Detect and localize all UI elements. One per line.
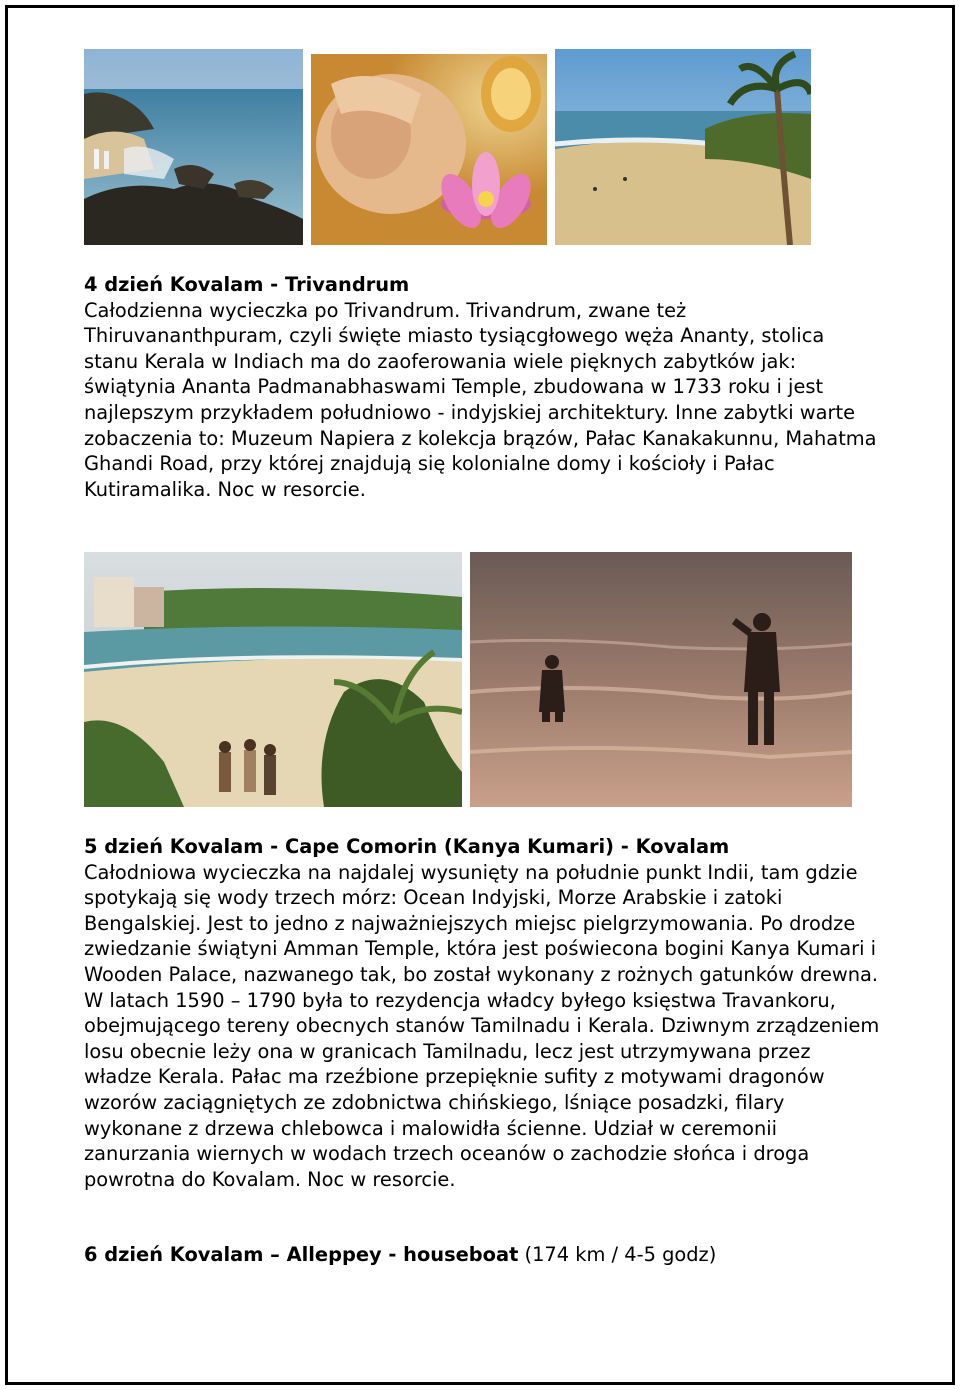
day5-section [84,834,884,1192]
day5-body: Całodniowa wycieczka na najdalej wysunięty na południe punkt Indii, tam gdzie spotykają się wody trzech mórz: Ocean Indyjski, Morze Arabskie i zatoki Bengalskiej. Jest to jedno z najważniejszych miejsc pielgrzymowania. Po drodze zwiedzanie świątyni Amman Temple, która jest poświecona bogini Kanya Kumari i Wooden Palace, nazwanego tak, bo został wykonany z rożnych gatunków drewna. W latach 1590 – 1790 była to rezydencja władcy byłego księstwa Travankoru, obejmującego tereny obecnych stanów Tamilnadu i Kerala. Dziwnym zrządzeniem losu obecnie leży ona w granicach Tamilnadu, lecz jest utrzymywana przez władze Kerala. Pałac ma rzeźbione przepięknie sufity z motywami dragonów wzorów zaciągniętych ze zdobnictwa chińskiego, lśniące posadzki, filary wykonane z drzewa chlebowca i malowidła ścienne. Udział w ceremonii zanurzania wiernych w wodach trzech oceanów o zachodzie słońca i droga powrotna do Kovalam. Noc w resorcie. [84,860,880,1191]
massage-lotus-photo [311,54,547,245]
coast-rocks-photo [84,49,303,245]
day4-heading: 4 dzień Kovalam - Trivandrum [84,273,410,296]
palm-beach-photo [555,49,811,245]
day6-heading: 6 dzień Kovalam – Alleppey - houseboat [84,1243,519,1266]
day6-detail: (174 km / 4-5 godz) [518,1243,717,1266]
day5-heading: 5 dzień Kovalam - Cape Comorin (Kanya Kumari) - Kovalam [84,835,730,858]
day4-section [84,272,884,502]
kovalam-beach-photo [84,552,462,807]
day6-section [84,1242,884,1268]
day4-body: Całodzienna wycieczka po Trivandrum. Trivandrum, zwane też Thiruvananthpuram, czyli święte miasto tysiącgłowego węża Ananty, stolica stanu Kerala w Indiach ma do zaoferowania wiele pięknych zabytków jak: świątynia Ananta Padmanabhaswami Temple, zbudowana w 1733 roku i jest najlepszym przykładem południowo - indyjskiej architektury. Inne zabytki warte zobaczenia to: Muzeum Napiera z kolekcja brązów, Pałac Kanakakunnu, Mahatma Ghandi Road, przy której znajdują się kolonialne domy i kościoły i Pałac Kutiramalika. Noc w resorcie. [84,298,877,501]
sunset-swimmers-photo [470,552,852,807]
